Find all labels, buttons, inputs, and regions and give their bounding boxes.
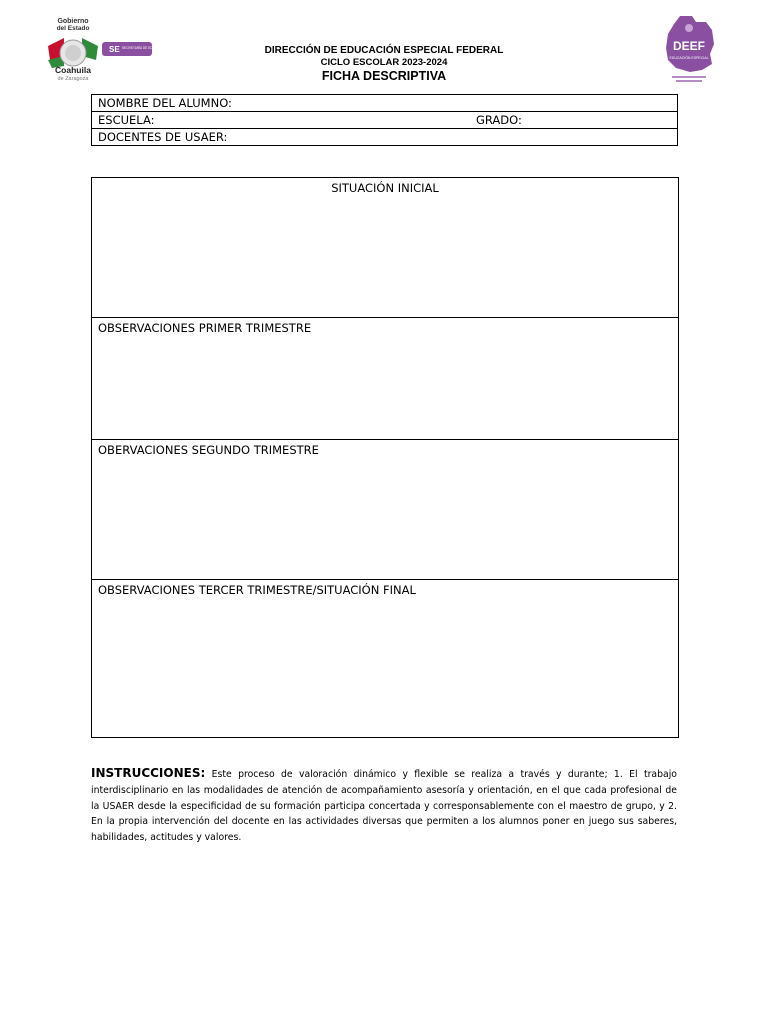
student-name-label: NOMBRE DEL ALUMNO: bbox=[98, 96, 232, 110]
header-school-year: CICLO ESCOLAR 2023-2024 bbox=[320, 57, 448, 68]
usaer-teachers-field[interactable] bbox=[92, 129, 678, 146]
observations-box bbox=[91, 177, 679, 738]
logo-text-gobierno: Gobierno bbox=[57, 18, 89, 25]
initial-situation-label: SITUACIÓN INICIAL bbox=[331, 181, 439, 195]
instructions-text: Este proceso de valoración dinámico y flexible se realiza a través y durante; 1. El trabajo interdisciplinario en las modalidades de atención de acompañamiento asesoría y orientación, en el que cada profesional de la USAER desde la especificidad de su formación participa concertada y corresponsablemente con el maestro de grupo, y 2. En la propia intervención del docente en las actividades diversas que permiten a los alumnos poner en juego sus saberes, habilidades, actitudes y valores. bbox=[91, 769, 677, 844]
header-direction: DIRECCIÓN DE EDUCACIÓN ESPECIAL FEDERAL bbox=[264, 45, 504, 56]
deef-logo-subtext: EDUCACIÓN ESPECIAL bbox=[669, 56, 709, 60]
school-label: ESCUELA: bbox=[98, 113, 155, 127]
second-trimester-section[interactable] bbox=[92, 439, 678, 580]
logo-text-coahuila: Coahuila bbox=[55, 65, 91, 75]
document-header bbox=[184, 45, 584, 84]
document-title: FICHA DESCRIPTIVA bbox=[321, 69, 447, 83]
logo-text-estado: del Estado bbox=[56, 25, 90, 32]
third-trimester-section[interactable] bbox=[92, 579, 678, 737]
logo-text-zaragoza: de Zaragoza bbox=[57, 76, 89, 82]
grade-label: GRADO: bbox=[476, 113, 522, 127]
second-trimester-label: OBERVACIONES SEGUNDO TRIMESTRE bbox=[98, 443, 319, 457]
deef-logo-text: DEEF bbox=[672, 39, 706, 53]
instructions-paragraph bbox=[91, 766, 677, 846]
school-grade-field[interactable] bbox=[92, 112, 678, 129]
instructions-label: INSTRUCCIONES: bbox=[91, 766, 206, 780]
student-name-field[interactable] bbox=[92, 95, 678, 112]
first-trimester-label: OBSERVACIONES PRIMER TRIMESTRE bbox=[98, 321, 312, 335]
first-trimester-section[interactable] bbox=[92, 317, 678, 440]
se-badge-text: SE bbox=[109, 45, 120, 54]
se-secretaria-text: SECRETARÍA DE EDUCACIÓN bbox=[122, 46, 168, 50]
coahuila-government-logo bbox=[46, 16, 168, 82]
student-info-table bbox=[91, 94, 678, 146]
deef-logo bbox=[662, 14, 716, 86]
third-trimester-label: OBSERVACIONES TERCER TRIMESTRE/SITUACIÓN FINAL bbox=[98, 583, 416, 597]
usaer-teachers-label: DOCENTES DE USAER: bbox=[98, 130, 228, 144]
